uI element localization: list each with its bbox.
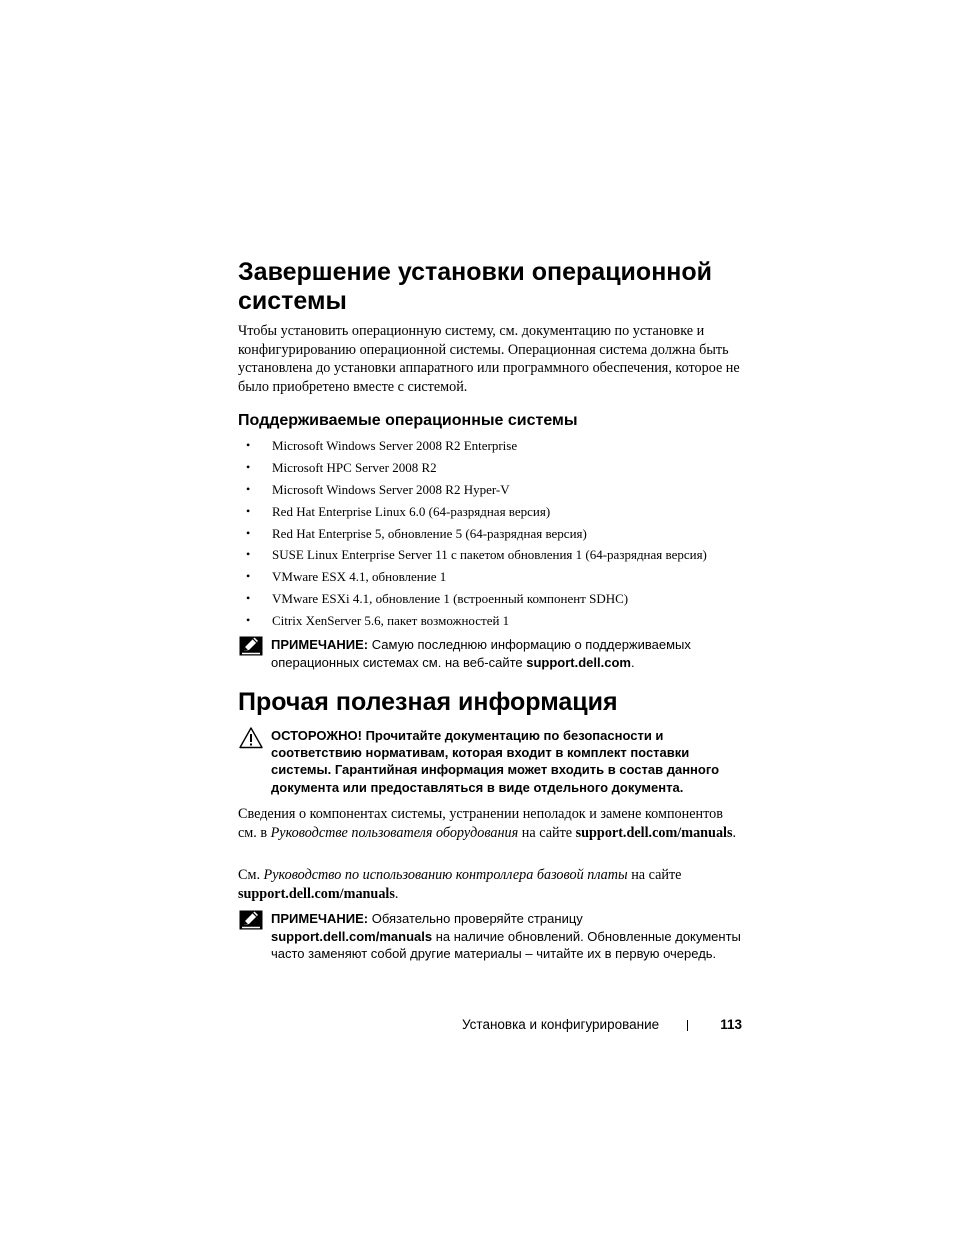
list-item	[238, 566, 743, 588]
list-item	[238, 501, 743, 523]
para1-after: на сайте	[521, 824, 573, 841]
note-rest: на наличие обновлений. Обновленные документы часто заменяют собой другие материалы – читайте их в первую очередь.	[271, 928, 741, 961]
os-name: Citrix XenServer 5.6, пакет возможностей 1	[272, 613, 510, 629]
note-supported-os	[238, 636, 743, 671]
para1-end: .	[732, 824, 737, 841]
os-name: Red Hat Enterprise Linux 6.0 (64-разрядная версия)	[272, 503, 551, 519]
supported-os-list	[238, 435, 743, 632]
manuals-link[interactable]: support.dell.com/manuals	[238, 885, 395, 902]
note-label: ПРИМЕЧАНИЕ:	[271, 911, 369, 926]
note-pencil-icon	[239, 910, 263, 930]
bullet: •	[246, 613, 251, 628]
note-text	[271, 910, 743, 963]
os-name: VMware ESXi 4.1, обновление 1 (встроенный компонент SDHC)	[272, 591, 629, 607]
os-name: Microsoft Windows Server 2008 R2 Enterprise	[272, 438, 518, 453]
bullet: •	[246, 547, 251, 562]
manuals-link[interactable]: support.dell.com/manuals	[575, 824, 733, 841]
para2-after: на сайте	[631, 867, 682, 883]
paragraph-user-guide	[238, 805, 743, 842]
note-end: .	[630, 654, 635, 670]
bullet: •	[246, 459, 251, 474]
caution-text	[271, 727, 743, 796]
section-heading-os-install: Завершение установки операционной системы	[238, 258, 713, 315]
footer-separator	[687, 1020, 688, 1031]
para2-end: .	[394, 885, 399, 902]
bullet: •	[246, 481, 251, 496]
list-item	[238, 479, 743, 501]
note-body: Обязательно проверяйте страницу	[371, 911, 583, 926]
note-updates	[238, 910, 743, 963]
list-item	[238, 523, 743, 545]
os-name: VMware ESX 4.1, обновление 1	[272, 569, 447, 585]
caution-body: Прочитайте документацию по безопасности и соответствию нормативам, которая входит в комплект поставки системы. Гарантийная информация может входить в состав данного документа или предоставляться в виде отдельного документа.	[271, 728, 720, 795]
bullet: •	[246, 569, 251, 584]
caution-label: ОСТОРОЖНО!	[271, 728, 362, 743]
section-heading-other-info: Прочая полезная информация	[238, 688, 618, 716]
list-item	[238, 610, 743, 632]
doc-title-hardware-owners-manual: Руководстве пользователя оборудования	[270, 824, 519, 841]
os-name: Microsoft Windows Server 2008 R2 Hyper-V	[272, 481, 510, 497]
page-footer	[462, 1015, 742, 1035]
subheading-supported-os: Поддерживаемые операционные системы	[238, 412, 578, 429]
note-body: Самую последнюю информацию о поддерживаемых операционных системах см. на веб-сайте	[271, 637, 691, 670]
paragraph-bmc-guide	[238, 866, 743, 903]
list-item	[238, 435, 743, 457]
bullet: •	[246, 525, 251, 540]
para2-prefix: См.	[238, 867, 260, 883]
caution-triangle-icon	[239, 727, 263, 747]
os-name: Red Hat Enterprise 5, обновление 5 (64-разрядная версия)	[272, 525, 587, 541]
bullet: •	[246, 503, 251, 518]
list-item	[238, 544, 743, 566]
list-item	[238, 457, 743, 479]
bullet: •	[246, 438, 251, 452]
intro-paragraph: Чтобы установить операционную систему, см. документацию по установке и конфигурированию операционной системы. Операционная система должна быть установлена до установки аппаратного или программного обеспечения, которое не было приобретено вместе с системой.	[238, 323, 740, 395]
doc-title-bmc-guide: Руководство по использованию контроллера базовой платы	[263, 867, 628, 883]
os-name: Microsoft HPC Server 2008 R2	[272, 459, 437, 475]
footer-section-title: Установка и конфигурирование	[462, 1017, 660, 1032]
bullet: •	[246, 591, 251, 606]
note-text	[271, 636, 743, 671]
list-item	[238, 588, 743, 610]
para1-text: Сведения о компонентах системы, устранении неполадок и замене компонентов см. в	[238, 806, 723, 841]
note-label: ПРИМЕЧАНИЕ:	[271, 637, 369, 652]
caution-block	[238, 727, 743, 796]
page-number: 113	[720, 1017, 742, 1032]
os-name: SUSE Linux Enterprise Server 11 с пакетом обновления 1 (64-разрядная версия)	[272, 547, 707, 563]
note-pencil-icon	[239, 636, 263, 656]
support-link[interactable]: support.dell.com	[526, 654, 631, 670]
manuals-link[interactable]: support.dell.com/manuals	[271, 928, 433, 944]
